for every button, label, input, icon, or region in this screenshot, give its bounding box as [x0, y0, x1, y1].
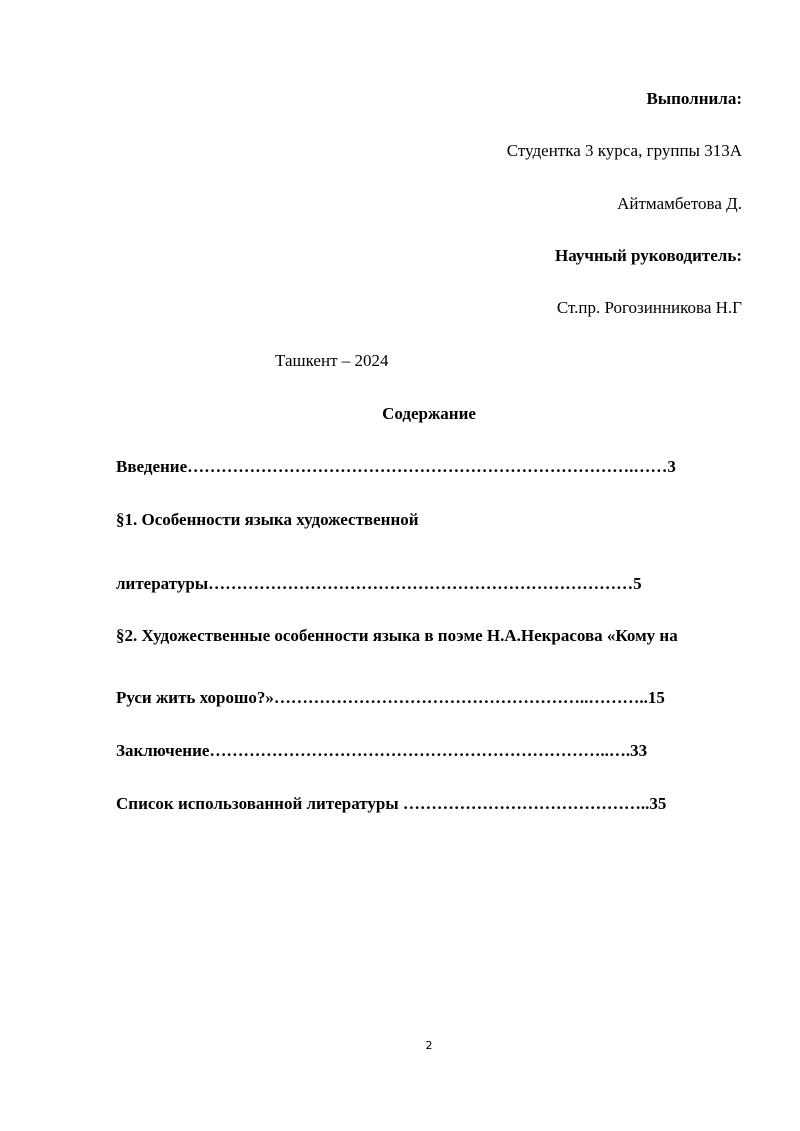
toc-entry-section-1-title: §1. Особенности языка художественной — [116, 510, 419, 529]
toc-entry-introduction: Введение…………………………………………………………………….……3 — [116, 457, 676, 476]
toc-entry-section-2-continuation: Руси жить хорошо?»………………………………………………..………..15 — [116, 688, 665, 707]
supervisor-name: Ст.пр. Рогозинникова Н.Г — [556, 298, 742, 317]
student-info: Студентка 3 курса, группы 313А — [506, 141, 742, 160]
toc-entry-bibliography: Список использованной литературы ……………………………………..35 — [116, 794, 667, 813]
performed-by-label: Выполнила: — [646, 89, 742, 108]
city-year: Ташкент – 2024 — [275, 351, 389, 370]
contents-heading: Содержание — [382, 404, 476, 423]
supervisor-label: Научный руководитель: — [555, 246, 742, 265]
page-number: 2 — [425, 1039, 433, 1052]
student-name: Айтмамбетова Д. — [617, 194, 742, 213]
toc-entry-section-1-continuation: литературы…………………………………………………………………5 — [116, 574, 642, 593]
toc-entry-conclusion: Заключение……………………………………………………………..….33 — [116, 741, 648, 760]
toc-entry-section-2-title: §2. Художественные особенности языка в поэме Н.А.Некрасова «Кому на — [116, 626, 678, 645]
